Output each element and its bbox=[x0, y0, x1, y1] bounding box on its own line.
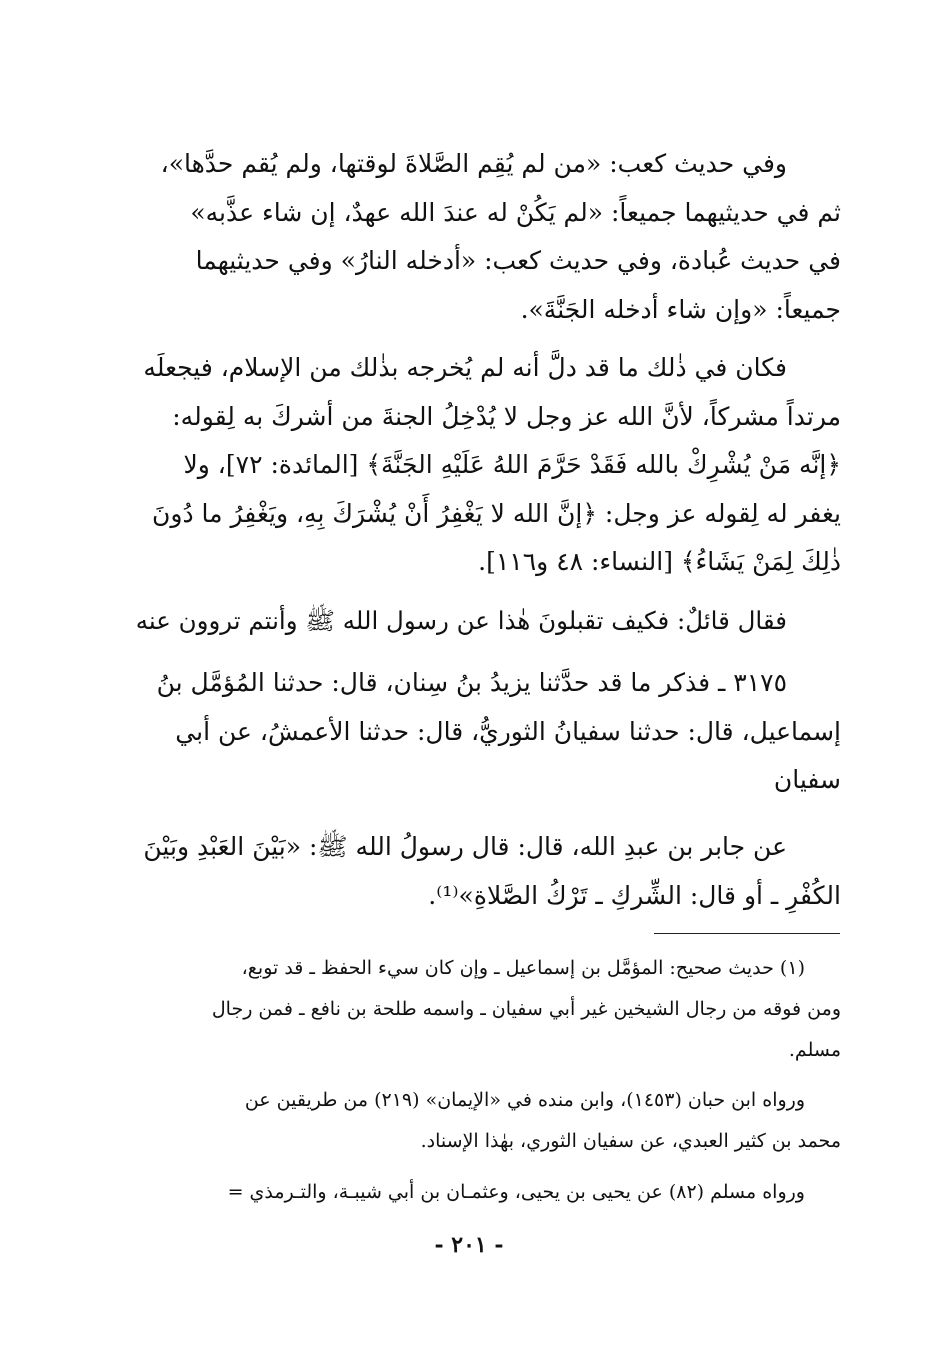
text-line: فكان في ذٰلك ما قد دلَّ أنه لم يُخرجه بذٰلك من الإسلام، فيجعلَه bbox=[143, 353, 787, 382]
hadith-number-line: ٣١٧٥ ـ فذكر ما قد حدَّثنا يزيدُ بنُ سِنان، قال: حدثنا المُؤمَّل بنُ bbox=[156, 668, 787, 697]
footnote-line: (١) حديث صحيح: المؤمَّل بن إسماعيل ـ وإن كان سيء الحفظ ـ قد توبع، bbox=[241, 957, 805, 979]
text-line: وفي حديث كعب: «من لم يُقِم الصَّلاةَ لوقتها، ولم يُقم حدَّها»، bbox=[160, 149, 787, 178]
page-number: - ٢٠١ - bbox=[434, 1232, 504, 1258]
quran-verse-line: ذٰلِكَ لِمَنْ يَشَاءُ﴾ [النساء: ٤٨ و١١٦]. bbox=[478, 547, 841, 576]
text-line: مرتداً مشركاً، لأنَّ الله عز وجل لا يُدْخِلُ الجنةَ من أشركَ به لِقوله: bbox=[172, 401, 841, 431]
text-line: الكُفْرِ ـ أو قال: الشِّركِ ـ تَرْكُ الصَّلاةِ»⁽¹⁾. bbox=[428, 880, 841, 910]
body-paragraph-2 bbox=[136, 344, 841, 587]
body-paragraph-3 bbox=[136, 597, 841, 646]
text-line: سفيان bbox=[773, 765, 841, 794]
footnote-line: ورواه ابن حبان (١٤٥٣)، وابن منده في «الإيمان» (٢١٩) من طريقين عن bbox=[244, 1089, 805, 1111]
footnote-3 bbox=[136, 1172, 841, 1213]
footnote-line: مسلم. bbox=[788, 1039, 841, 1061]
hadith-matn-paragraph bbox=[136, 823, 841, 920]
text-line: عن جابر بن عبدِ الله، قال: قال رسولُ الله ﷺ: «بَيْنَ العَبْدِ وبَيْنَ bbox=[143, 832, 787, 861]
footnote-1 bbox=[136, 948, 841, 1071]
text-line: فقال قائلٌ: فكيف تقبلونَ هٰذا عن رسول الله ﷺ وأنتم تروون عنه bbox=[135, 606, 787, 635]
text-line: إسماعيل، قال: حدثنا سفيانُ الثوريُّ، قال: حدثنا الأعمشُ، عن أبي bbox=[175, 716, 841, 746]
text-line: جميعاً: «وإن شاء أدخله الجَنَّةَ». bbox=[520, 294, 841, 324]
text-line: ثم في حديثيهما جميعاً: «لم يَكُنْ له عندَ الله عهدٌ، إن شاء عذَّبه» bbox=[190, 197, 841, 227]
hadith-isnad-paragraph bbox=[136, 659, 841, 805]
footnote-line: محمد بن كثير العبدي، عن سفيان الثوري، بهٰذا الإسناد. bbox=[420, 1130, 841, 1152]
footnote-divider bbox=[654, 933, 840, 934]
footnote-2 bbox=[136, 1080, 841, 1162]
footnote-line: ومن فوقه من رجال الشيخين غير أبي سفيان ـ واسمه طلحة بن نافع ـ فمن رجال bbox=[211, 998, 841, 1020]
footnote-line: ورواه مسلم (٨٢) عن يحيى بن يحيى، وعثمـان بن أبي شيبـة، والتـرمذي = bbox=[227, 1181, 805, 1203]
quran-verse-line: ﴿إنَّه مَنْ يُشْرِكْ بالله فَقَدْ حَرَّمَ اللهُ عَلَيْهِ الجَنَّةَ﴾ [المائدة: ٧٢]، ولا bbox=[183, 450, 841, 479]
text-line: يغفر له لِقوله عز وجل: ﴿إنَّ الله لا يَغْفِرُ أَنْ يُشْرَكَ بِهِ، ويَغْفِرُ ما دُونَ bbox=[152, 498, 841, 528]
body-paragraph-1 bbox=[136, 140, 841, 334]
text-line: في حديث عُبادة، وفي حديث كعب: «أدخله النارُ» وفي حديثيهما bbox=[195, 246, 841, 275]
